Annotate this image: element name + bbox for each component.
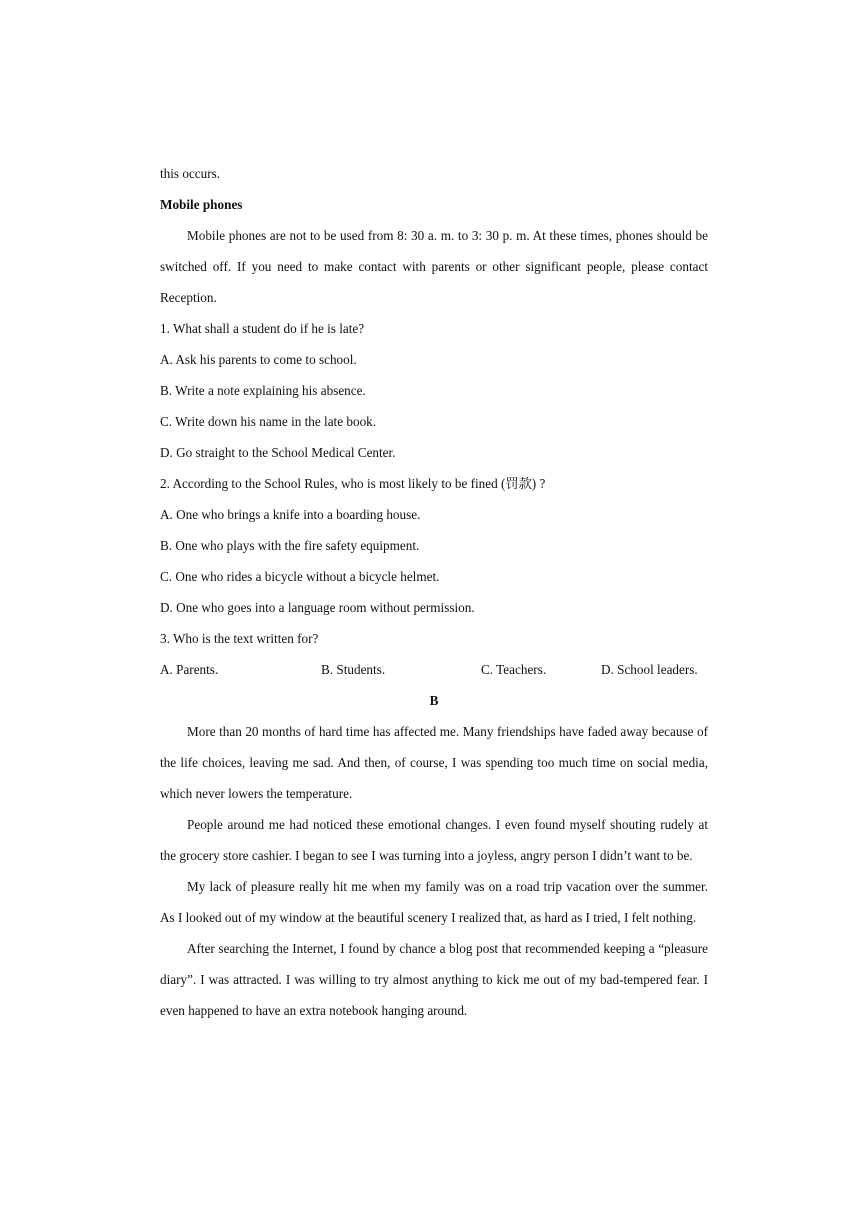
page-content — [160, 158, 708, 1026]
question-1-option-d: D. Go straight to the School Medical Center. — [160, 445, 396, 460]
question-3-option-a: A. Parents. — [160, 662, 219, 677]
question-1-option-b: B. Write a note explaining his absence. — [160, 383, 366, 398]
question-3-option-b: B. Students. — [321, 662, 386, 677]
section-b-heading: B — [429, 693, 439, 708]
intro-tail-text: this occurs. — [160, 166, 221, 181]
question-3-option-c: C. Teachers. — [481, 662, 547, 677]
question-1-option-a: A. Ask his parents to come to school. — [160, 352, 357, 367]
question-2-option-b: B. One who plays with the fire safety equipment. — [160, 538, 420, 553]
question-3-option-d: D. School leaders. — [601, 662, 698, 677]
section-b-paragraph-4: After searching the Internet, I found by chance a blog post that recommended keeping a “pleasure diary”. I was attracted. I was willing to try almost anything to kick me out of my bad-tempered fear. I even happened to have an extra notebook hanging around. — [160, 941, 708, 1018]
question-2-stem: 2. According to the School Rules, who is most likely to be fined (罚款) ? — [160, 476, 546, 491]
mobile-phones-heading: Mobile phones — [160, 197, 243, 212]
question-2-option-a: A. One who brings a knife into a boarding house. — [160, 507, 421, 522]
question-3-stem: 3. Who is the text written for? — [160, 631, 319, 646]
section-b-paragraph-2: People around me had noticed these emotional changes. I even found myself shouting rudely at the grocery store cashier. I began to see I was turning into a joyless, angry person I didn’t want to be. — [160, 817, 708, 863]
question-2-option-d: D. One who goes into a language room without permission. — [160, 600, 475, 615]
question-2-option-c: C. One who rides a bicycle without a bicycle helmet. — [160, 569, 440, 584]
question-1-option-c: C. Write down his name in the late book. — [160, 414, 377, 429]
question-3-options-row — [160, 654, 708, 685]
question-1-stem: 1. What shall a student do if he is late? — [160, 321, 365, 336]
section-b-paragraph-1: More than 20 months of hard time has affected me. Many friendships have faded away because of the life choices, leaving me sad. And then, of course, I was spending too much time on social media, which never lowers the temperature. — [160, 724, 708, 801]
mobile-phones-paragraph: Mobile phones are not to be used from 8: 30 a. m. to 3: 30 p. m. At these times, phones should be switched off. If you need to make contact with parents or other significant people, please contact Reception. — [160, 228, 708, 305]
section-b-paragraph-3: My lack of pleasure really hit me when my family was on a road trip vacation over the summer. As I looked out of my window at the beautiful scenery I realized that, as hard as I tried, I felt nothing. — [160, 879, 708, 925]
